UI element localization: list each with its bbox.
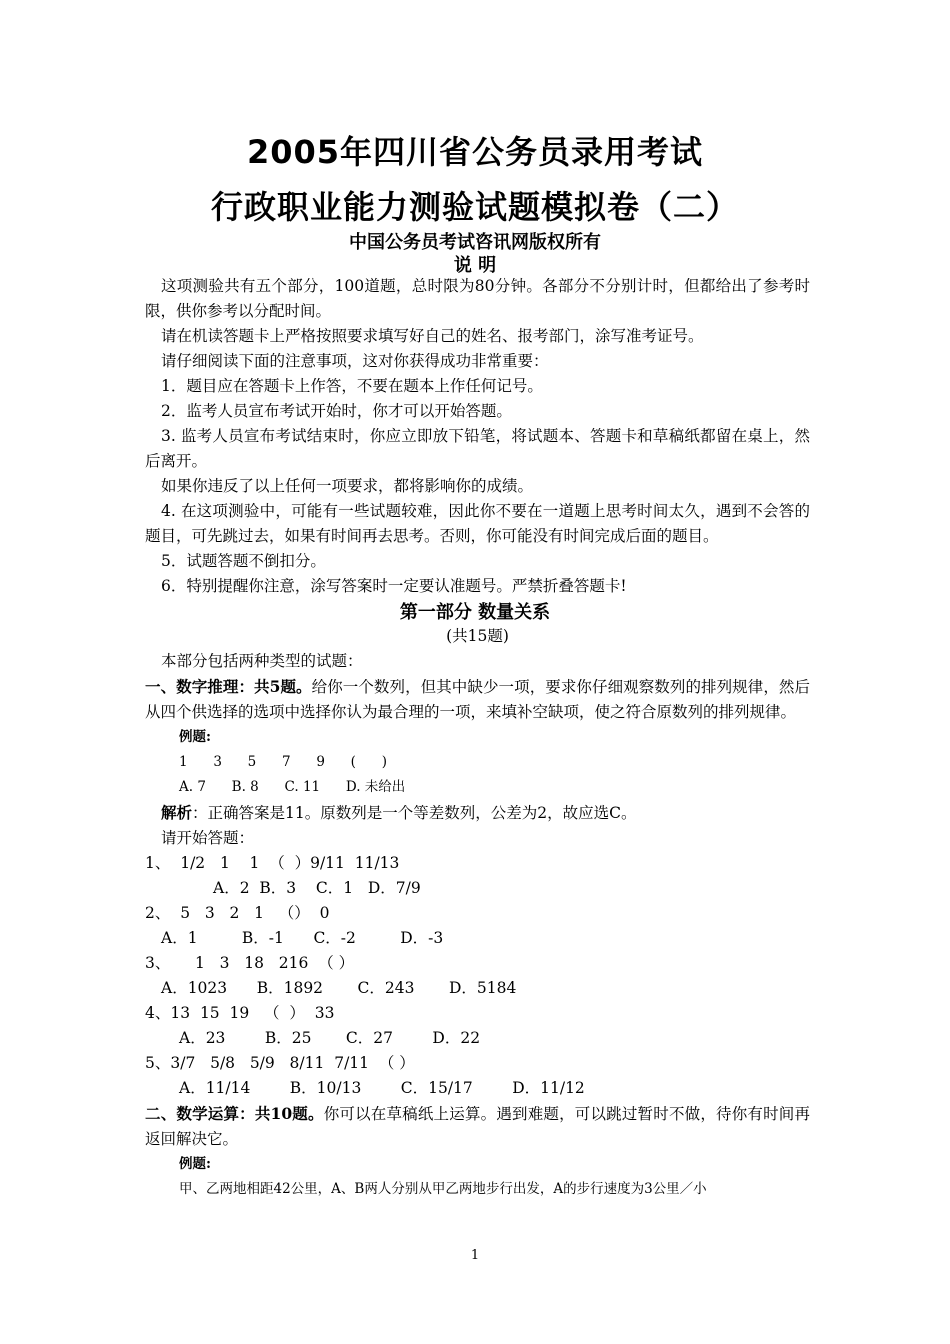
instructions-heading: 说 明: [453, 255, 497, 276]
section1-description: [145, 674, 810, 725]
page-number: 1: [470, 1248, 480, 1263]
example2-label: 例题:: [179, 1156, 211, 1172]
instruction-paragraph: 这项测验共有五个部分，100道题，总时限为80分钟。各部分不分别计时，但都给出了参考时限，供你参考以分配时间。: [145, 277, 810, 320]
section1-text: 给你一个数列，但其中缺少一项，要求你仔细观察数列的排列规律，然后从四个供选择的选项中选择你认为最合理的一项，来填补空缺项，使之符合原数列的排列规律。: [145, 678, 810, 721]
example-analysis: [145, 800, 810, 826]
question-3: 3、 1 3 18 216 （ ）: [145, 954, 355, 972]
question-5: 5、3/7 5/8 5/9 8/11 7/11 （ ）: [145, 1054, 415, 1072]
question-1: 1、 1/2 1 1 （ ）9/11 11/13: [145, 854, 400, 872]
question-1-options: A．2 B．3 C．1 D．7/9: [213, 879, 421, 897]
question-4-options: A．23 B．25 C．27 D．22: [179, 1029, 481, 1047]
instruction-paragraph: 请仔细阅读下面的注意事项，这对你获得成功非常重要：: [161, 352, 549, 370]
section2-label: 二、数学运算：共10题。: [145, 1104, 324, 1123]
analysis-text: ：正确答案是11。原数列是一个等差数列，公差为2，故应选C。: [192, 804, 637, 822]
question-5-options: A．11/14 B．10/13 C．15/17 D．11/12: [179, 1079, 585, 1097]
question-4: 4、13 15 19 （ ） 33: [145, 1004, 335, 1022]
analysis-label: 解析: [161, 803, 193, 822]
part1-intro: 本部分包括两种类型的试题：: [161, 652, 363, 670]
example-sequence: 1 3 5 7 9 ( ): [179, 754, 387, 770]
question-2-options: A．1 B．-1 C．-2 D．-3: [161, 929, 444, 947]
question-3-options: A．1023 B．1892 C．243 D．5184: [161, 979, 517, 997]
copyright-subtitle: 中国公务员考试咨讯网版权所有: [349, 232, 601, 253]
section2-text: 你可以在草稿纸上运算。遇到难题，可以跳过暂时不做，待你有时间再返回解决它。: [145, 1105, 810, 1148]
instruction-item: 5．试题答题不倒扣分。: [161, 552, 326, 570]
section1-label: 一、数字推理：共5题。: [145, 677, 312, 696]
example2-text: 甲、乙两地相距42公里，A、B两人分别从甲乙两地步行出发，A的步行速度为3公里／小: [179, 1181, 707, 1197]
instruction-item: 4. 在这项测验中，可能有一些试题较难，因此你不要在一道题上思考时间太久，遇到不会答的题目，可先跳过去，如果有时间再去思考。否则，你可能没有时间完成后面的题目。: [145, 502, 810, 545]
instruction-item: 6．特别提醒你注意，涂写答案时一定要认准题号。严禁折叠答题卡!: [161, 577, 627, 595]
section2-description: [145, 1101, 810, 1152]
start-prompt: 请开始答题：: [161, 829, 255, 847]
instruction-item: 2．监考人员宣布考试开始时，你才可以开始答题。: [161, 402, 512, 420]
example-options: A. 7 B. 8 C. 11 D. 未给出: [179, 779, 406, 795]
instruction-item: 1．题目应在答题卡上作答，不要在题本上作任何记号。: [161, 377, 543, 395]
part1-block: [145, 624, 810, 1202]
example-label: 例题:: [179, 729, 211, 745]
instructions-block: [145, 274, 810, 599]
instruction-item: 3. 监考人员宣布考试结束时，你应立即放下铅笔，将试题本、答题卡和草稿纸都留在桌上，然后离开。: [145, 427, 810, 470]
instruction-paragraph: 如果你违反了以上任何一项要求，都将影响你的成绩。: [161, 477, 534, 495]
instruction-paragraph: 请在机读答题卡上严格按照要求填写好自己的姓名、报考部门，涂写准考证号。: [161, 327, 704, 345]
part1-heading: 第一部分 数量关系: [399, 602, 551, 623]
question-2: 2、 5 3 2 1 （） 0: [145, 904, 330, 922]
part1-question-count: (共15题): [446, 627, 509, 645]
title-line-2: 行政职业能力测验试题模拟卷（二）: [210, 188, 739, 226]
title-line-1: 2005年四川省公务员录用考试: [246, 133, 704, 171]
